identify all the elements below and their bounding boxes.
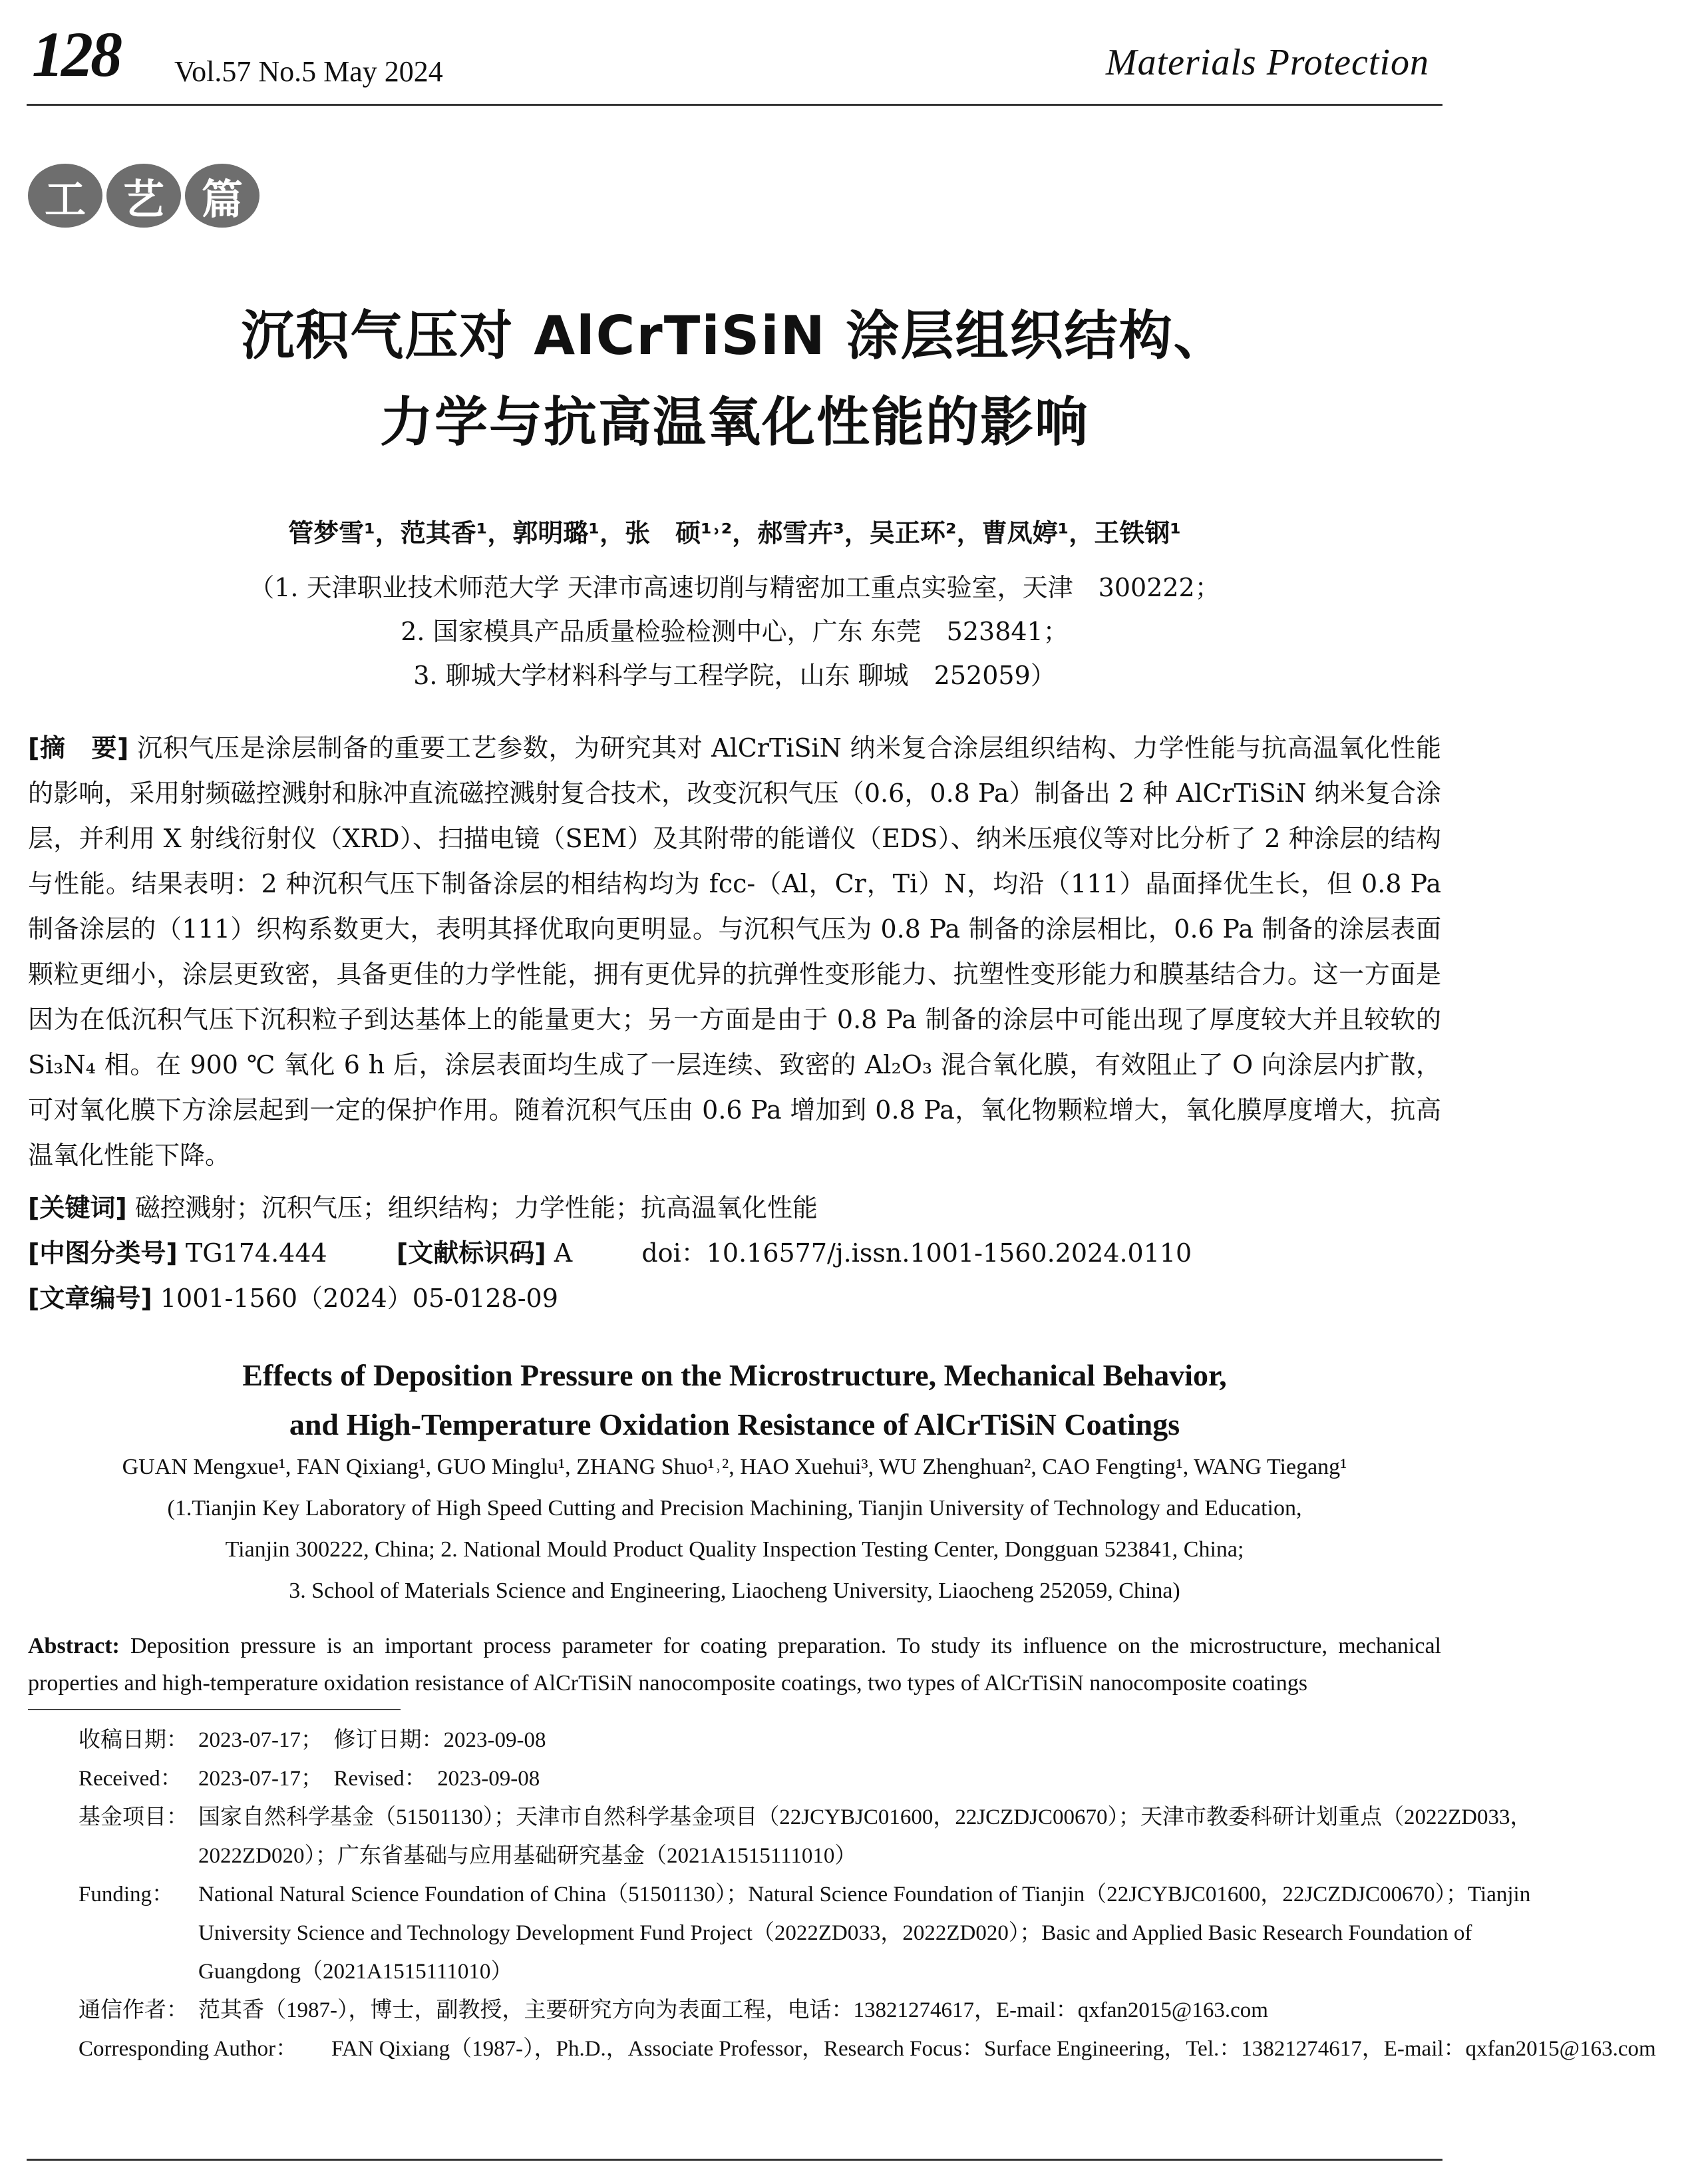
affiliation-cn-1: （1. 天津职业技术师范大学 天津市高速切削与精密加工重点实验室，天津 300222；: [249, 573, 1220, 602]
corr-en-value: FAN Qixiang（1987-），Ph.D.，Associate Professor，Research Focus：Surface Engineering，Tel.：13821274617，E-mail：qxfan2015@163.com: [331, 2037, 1656, 2061]
keywords-row: [28, 1187, 1441, 1224]
footnote-corresponding-cn: [79, 1991, 1561, 2030]
received-en-label: Received：: [79, 1767, 182, 1791]
badge-char-2: 艺: [106, 164, 181, 228]
fund-en-label: Funding：: [79, 1883, 174, 1907]
footnote-received-en: [79, 1759, 1441, 1798]
footnote-rule: [28, 1709, 401, 1710]
doc-code-value: A: [554, 1238, 573, 1268]
corr-cn-label: 通信作者：: [79, 1998, 188, 2022]
doi[interactable]: doi：10.16577/j.issn.1001-1560.2024.0110: [641, 1238, 1192, 1268]
abstract-cn: [28, 725, 1441, 1178]
title-en-line2: and High-Temperature Oxidation Resistance of AlCrTiSiN Coatings: [289, 1407, 1180, 1441]
authors-en: GUAN Mengxue¹, FAN Qixiang¹, GUO Minglu¹, ZHANG Shuo¹˒², HAO Xuehui³, WU Zhenghuan², CAO Fengting¹, WANG Tiegang¹: [122, 1455, 1347, 1479]
affiliation-en-3: 3. School of Materials Science and Engineering, Liaocheng University, Liaocheng 252059, China): [289, 1578, 1180, 1603]
badge-char-1: 工: [28, 164, 102, 228]
received-cn-value: 2023-07-17； 修订日期：2023-09-08: [198, 1728, 546, 1752]
article-number-label: [文章编号]: [28, 1284, 152, 1313]
title-en-line1: Effects of Deposition Pressure on the Microstructure, Mechanical Behavior,: [242, 1358, 1227, 1392]
abstract-cn-label: [摘 要]: [28, 733, 129, 763]
header-rule: [27, 104, 1442, 106]
title-cn-line2: 力学与抗高温氧化性能的影响: [380, 391, 1089, 453]
fund-cn-value: 国家自然科学基金（51501130）；天津市自然科学基金项目（22JCYBJC01600，22JCZDJC00670）；天津市教委科研计划重点（2022ZD033，2022ZD020）；广东省基础与应用基础研究基金（2021A1515111010）: [198, 1805, 1532, 1868]
journal-name: Materials Protection: [1105, 42, 1429, 83]
section-badge: [28, 164, 259, 228]
received-en-value: 2023-07-17； Revised： 2023-09-08: [198, 1767, 540, 1791]
clc-value: TG174.444: [185, 1238, 327, 1268]
corr-en-label: Corresponding Author：: [79, 2037, 298, 2061]
affiliation-cn-2: 2. 国家模具产品质量检验检测中心，广东 东莞 523841；: [401, 617, 1069, 646]
corr-cn-value: 范其香（1987-），博士，副教授，主要研究方向为表面工程，电话：13821274617，E-mail：qxfan2015@163.com: [198, 1998, 1268, 2022]
affiliation-en-1: (1.Tianjin Key Laboratory of High Speed Cutting and Precision Machining, Tianjin University of Technology and Education,: [167, 1496, 1302, 1521]
title-cn-line1: 沉积气压对 AlCrTiSiN 涂层组织结构、: [241, 305, 1228, 367]
bottom-rule: [27, 2159, 1442, 2161]
classification-row: [28, 1232, 1441, 1269]
affiliation-en-2: Tianjin 300222, China; 2. National Mould Product Quality Inspection Testing Center, Dongguan 523841, China;: [225, 1537, 1244, 1562]
footnote-fund-cn: [79, 1798, 1561, 1875]
footnote-received-cn: [79, 1721, 1441, 1759]
article-number-row: [28, 1278, 1441, 1314]
keywords-label: [关键词]: [28, 1193, 127, 1222]
footnote-fund-en: [79, 1875, 1561, 1991]
keywords-text: 磁控溅射；沉积气压；组织结构；力学性能；抗高温氧化性能: [134, 1193, 818, 1222]
footnote-corresponding-en: [79, 2030, 1694, 2068]
fund-cn-label: 基金项目：: [79, 1805, 188, 1829]
abstract-cn-text: 沉积气压是涂层制备的重要工艺参数，为研究其对 AlCrTiSiN 纳米复合涂层组织结构、力学性能与抗高温氧化性能的影响，采用射频磁控溅射和脉冲直流磁控溅射复合技术，改变沉积气压（0.6，0.8 Pa）制备出 2 种 AlCrTiSiN 纳米复合涂层，并利用 X 射线衍射仪（XRD）、扫描电镜（SEM）及其附带的能谱仪（EDS）、纳米压痕仪等对比分析了 2 种涂层的结构与性能。结果表明：2 种沉积气压下制备涂层的相结构均为 fcc-（Al，Cr，Ti）N，均沿（111）晶面择优生长，但 0.8 Pa 制备涂层的（111）织构系数更大，表明其择优取向更明显。与沉积气压为 0.8 Pa 制备的涂层相比，0.6 Pa 制备的涂层表面颗粒更细小，涂层更致密，具备更佳的力学性能，拥有更优异的抗弹性变形能力、抗塑性变形能力和膜基结合力。这一方面是因为在低沉积气压下沉积粒子到达基体上的能量更大；另一方面是由于 0.8 Pa 制备的涂层中可能出现了厚度较大并且较软的 Si₃N₄ 相。在 900 ℃ 氧化 6 h 后，涂层表面均生成了一层连续、致密的 Al₂O₃ 混合氧化膜，有效阻止了 O 向涂层内扩散，可对氧化膜下方涂层起到一定的保护作用。随着沉积气压由 0.6 Pa 增加到 0.8 Pa，氧化物颗粒增大，氧化膜厚度增大，抗高温氧化性能下降。: [28, 733, 1441, 1170]
page-number: 128: [32, 19, 120, 90]
article-number-value: 1001-1560（2024）05-0128-09: [160, 1284, 558, 1313]
abstract-en-label: Abstract:: [28, 1634, 120, 1658]
fund-en-value: National Natural Science Foundation of China（51501130）；Natural Science Foundation of Tianjin（22JCYBJC01600，22JCZDJC00670）；Tianjin University Science and Technology Development Fund Project（2022ZD033，2022ZD020）；Basic and Applied Basic Research Foundation of Guangdong（2021A1515111010）: [198, 1883, 1531, 1984]
issue-info: Vol.57 No.5 May 2024: [174, 55, 443, 88]
clc-label: [中图分类号]: [28, 1238, 178, 1268]
received-cn-label: 收稿日期：: [79, 1728, 188, 1752]
affiliation-cn-3: 3. 聊城大学材料科学与工程学院，山东 聊城 252059）: [413, 661, 1056, 690]
doc-code-label: [文献标识码]: [396, 1238, 546, 1268]
abstract-en: [28, 1628, 1441, 1708]
badge-char-3: 篇: [185, 164, 259, 228]
authors-cn: 管梦雪¹，范其香¹，郭明璐¹，张 硕¹˒²，郝雪卉³，吴正环²，曹凤婷¹，王铁钢¹: [288, 518, 1181, 548]
abstract-en-text: Deposition pressure is an important process parameter for coating preparation. To study its influence on the microstructure, mechanical properties and high-temperature oxidation resistance of AlCrTiSiN nanocomposite coatings, two types of AlCrTiSiN nanocomposite coatings: [28, 1634, 1441, 1696]
